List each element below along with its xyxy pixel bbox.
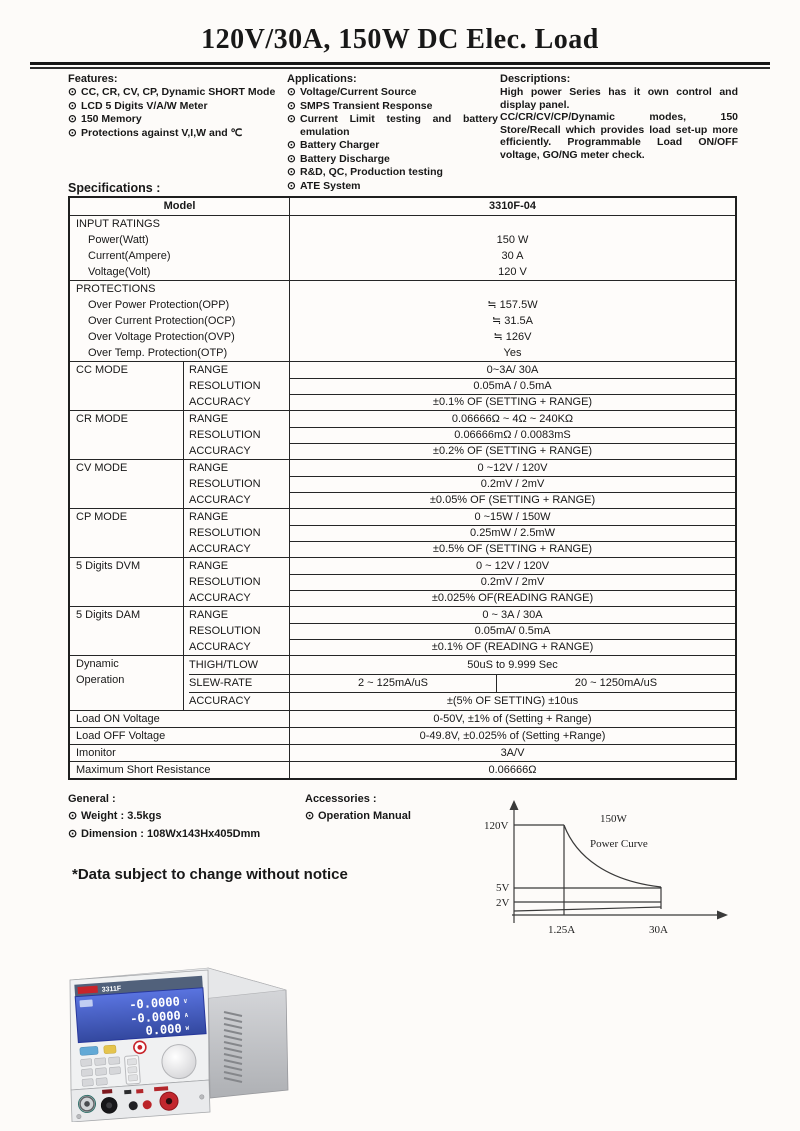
lcd-power-unit: W <box>185 1025 190 1033</box>
row-value: 120 V <box>498 266 527 278</box>
application-item: ⊙ Voltage/Current Source <box>287 86 498 99</box>
row-value: ≒ 31.5A <box>491 315 534 327</box>
applications-heading: Applications: <box>287 73 357 85</box>
x-tick-1-25a: 1.25A <box>548 924 576 936</box>
dynamic-row-labels <box>184 656 290 710</box>
mode-values <box>290 460 735 508</box>
row-label: RESOLUTION <box>189 380 261 392</box>
mode-name-cell <box>70 558 184 606</box>
group-title: INPUT RATINGS <box>76 218 160 230</box>
y-arrow <box>510 800 519 810</box>
row-label: RESOLUTION <box>189 576 261 588</box>
row-value: 0-50V, ±1% of (Setting + Range) <box>433 713 592 725</box>
row-label: ACCURACY <box>189 396 251 408</box>
model-value-cell: 3310F-04 <box>488 200 537 212</box>
strip-button <box>128 1067 137 1074</box>
row-label: RANGE <box>189 560 229 572</box>
mode-name: CP MODE <box>76 511 128 523</box>
dynamic-name-cell <box>70 656 184 710</box>
range-value: 0.06666Ω ~ 4Ω ~ 240KΩ <box>451 413 574 425</box>
general-item: ⊙ Weight : 3.5kgs <box>68 808 298 824</box>
row-label: RESOLUTION <box>189 527 261 539</box>
mode-row-labels <box>184 460 290 508</box>
resolution-value: 0.06666mΩ / 0.0083mS <box>290 427 735 443</box>
feature-item: ⊙ LCD 5 Digits V/A/W Meter <box>68 100 287 113</box>
mode-values <box>290 362 735 410</box>
mode-name-cell <box>70 509 184 557</box>
row-label: ACCURACY <box>189 445 251 457</box>
row-label: RESOLUTION <box>189 478 261 490</box>
mode-group-cc <box>70 361 735 410</box>
model-label-cell: Model <box>70 198 290 215</box>
table-header-row <box>70 198 735 215</box>
features-section <box>68 73 287 140</box>
accuracy-value: ±0.2% OF (SETTING + RANGE) <box>290 443 735 459</box>
blue-function-button <box>80 1046 99 1055</box>
range-value: 0 ~ 12V / 120V <box>475 560 550 572</box>
application-item: ⊙ ATE System <box>287 180 498 193</box>
row-value: 0.06666Ω <box>488 764 537 776</box>
descriptions-section <box>500 73 738 161</box>
row-label: Current(Ampere) <box>88 250 171 262</box>
mode-values <box>290 509 735 557</box>
input-ratings-group <box>70 215 735 280</box>
y-tick-5v: 5V <box>496 882 510 894</box>
application-item: ⊙ R&D, QC, Production testing <box>287 166 498 179</box>
general-item: ⊙ Dimension : 108Wx143Hx405Dmm <box>68 826 298 842</box>
power-curve-label: Power Curve <box>590 838 648 850</box>
table-row <box>70 710 735 727</box>
row-label: Voltage(Volt) <box>88 266 151 278</box>
row-value: 50uS to 9.999 Sec <box>467 659 558 671</box>
row-label: ACCURACY <box>189 543 251 555</box>
strip-button <box>128 1075 137 1082</box>
row-value: ≒ 126V <box>493 331 532 343</box>
row-label: RANGE <box>189 511 229 523</box>
product-photo <box>58 930 298 1122</box>
feature-item: ⊙ 150 Memory <box>68 113 287 126</box>
mode-name: 5 Digits DAM <box>76 609 141 621</box>
row-label: ACCURACY <box>189 592 251 604</box>
mode-group-cv <box>70 459 735 508</box>
mode-group-dvm <box>70 557 735 606</box>
mode-values <box>290 558 735 606</box>
strip-button <box>127 1059 136 1066</box>
brand-logo <box>78 986 98 994</box>
spacer <box>290 281 735 297</box>
row-label: Over Temp. Protection(OTP) <box>88 347 228 359</box>
applications-section <box>287 73 498 193</box>
mode-group-cr <box>70 410 735 459</box>
row-label: RANGE <box>189 609 229 621</box>
accuracy-value: ±0.05% OF (SETTING + RANGE) <box>290 492 735 508</box>
feature-item: ⊙ Protections against V,I,W and ℃ <box>68 127 287 140</box>
row-value: 30 A <box>501 250 524 262</box>
range-value: 0 ~12V / 120V <box>477 462 548 474</box>
row-label: RESOLUTION <box>189 625 261 637</box>
protections-values <box>290 281 735 361</box>
mode-name: 5 Digits DVM <box>76 560 141 572</box>
descriptions-heading: Descriptions: <box>500 73 571 85</box>
general-heading: General : <box>68 793 116 805</box>
mode-group-cp <box>70 508 735 557</box>
accessories-item: ⊙ Operation Manual <box>305 808 485 824</box>
accuracy-value: ±0.025% OF(READING RANGE) <box>290 590 735 606</box>
row-value: 150 W <box>496 234 529 246</box>
mode-name-cell <box>70 362 184 410</box>
table-row <box>70 727 735 744</box>
row-label: ACCURACY <box>189 692 289 710</box>
row-value: 0-49.8V, ±0.025% of (Setting +Range) <box>419 730 606 742</box>
y-tick-120v: 120V <box>484 820 509 832</box>
lcd-mode-indicator <box>79 999 92 1007</box>
specifications-heading: Specifications : <box>68 181 161 195</box>
descriptions-paragraph: High power Series has it own control and display panel. <box>500 86 738 111</box>
title-rule-top <box>30 62 770 65</box>
mode-values <box>290 607 735 655</box>
terminal-indicator <box>124 1090 131 1094</box>
lcd-power-value: 0.000 <box>145 1021 183 1038</box>
feature-item: ⊙ CC, CR, CV, CP, Dynamic SHORT Mode <box>68 86 287 99</box>
lcd-voltage-value: -0.0000 <box>128 994 181 1012</box>
row-label: RESOLUTION <box>189 429 261 441</box>
row-label: RANGE <box>189 364 229 376</box>
resolution-value: 0.2mV / 2mV <box>290 574 735 590</box>
resolution-value: 0.05mA / 0.5mA <box>290 378 735 394</box>
device-model-text: 3311F <box>101 985 122 994</box>
row-label: ACCURACY <box>189 494 251 506</box>
slew-rate-high-range: 20 ~ 1250mA/uS <box>574 677 658 689</box>
row-label: Power(Watt) <box>88 234 149 246</box>
row-label: Maximum Short Resistance <box>70 762 290 778</box>
mode-row-labels <box>184 607 290 655</box>
mode-row-labels <box>184 411 290 459</box>
input-ratings-values <box>290 216 735 280</box>
y-tick-2v: 2V <box>496 897 510 909</box>
mode-name-cell <box>70 411 184 459</box>
mode-values <box>290 411 735 459</box>
accessories-heading: Accessories : <box>305 793 377 805</box>
x-tick-30a: 30A <box>649 924 668 936</box>
row-label: Over Voltage Protection(OVP) <box>88 331 235 343</box>
footnote: *Data subject to change without notice <box>72 866 348 883</box>
general-section <box>68 793 298 844</box>
group-title: PROTECTIONS <box>76 283 156 295</box>
bottom-edge <box>514 907 661 911</box>
accessories-section <box>305 793 485 826</box>
title-rule-bottom <box>30 67 770 69</box>
row-label: Imonitor <box>70 745 290 761</box>
power-curve-chart <box>472 795 747 940</box>
row-label: RANGE <box>189 413 229 425</box>
accuracy-value: ±0.1% OF (READING + RANGE) <box>290 639 735 655</box>
row-label: RANGE <box>189 462 229 474</box>
mode-row-labels <box>184 558 290 606</box>
range-value: 0 ~15W / 150W <box>474 511 551 523</box>
range-value: 0 ~ 3A / 30A <box>482 609 543 621</box>
panel-screw <box>77 1114 82 1119</box>
mode-row-labels <box>184 509 290 557</box>
resolution-value: 0.2mV / 2mV <box>290 476 735 492</box>
terminal-indicator <box>136 1089 143 1093</box>
row-value: ±(5% OF SETTING) ±10us <box>290 692 735 710</box>
application-item: ⊙ Battery Charger <box>287 139 498 152</box>
dynamic-operation-group <box>70 655 735 710</box>
lcd-current-value: -0.0000 <box>129 1008 182 1026</box>
dynamic-name-line: Dynamic <box>76 658 119 670</box>
mode-name-cell <box>70 607 184 655</box>
application-item: ⊙ SMPS Transient Response <box>287 100 498 113</box>
specifications-table <box>68 196 737 780</box>
application-item: ⊙ Battery Discharge <box>287 153 498 166</box>
spacer <box>290 216 735 232</box>
yellow-function-button <box>104 1045 117 1054</box>
page-title: 120V/30A, 150W DC Elec. Load <box>201 24 599 55</box>
slew-rate-row <box>290 674 735 692</box>
table-row <box>70 744 735 761</box>
terminal-indicator <box>102 1089 112 1094</box>
features-heading: Features: <box>68 73 118 85</box>
power-curve-line <box>564 825 661 887</box>
protections-group <box>70 280 735 361</box>
descriptions-paragraph: CC/CR/CV/CP/Dynamic modes, 150 Store/Recall which provides load set-up more efficiently. Programmable Load ON/OFF voltage, GO/NG meter check. <box>500 111 738 161</box>
mode-name: CR MODE <box>76 413 128 425</box>
slew-rate-low-range: 2 ~ 125mA/uS <box>290 675 497 692</box>
row-label: ACCURACY <box>189 641 251 653</box>
row-label: THIGH/TLOW <box>189 659 259 671</box>
mode-name-cell <box>70 460 184 508</box>
resolution-value: 0.25mW / 2.5mW <box>290 525 735 541</box>
dynamic-values <box>290 656 735 710</box>
mode-name: CV MODE <box>76 462 128 474</box>
mode-row-labels <box>184 362 290 410</box>
lcd-voltage-unit: V <box>183 998 188 1006</box>
protections-labels <box>70 281 290 361</box>
application-item: ⊙ Current Limit testing and battery emulation <box>287 113 498 138</box>
table-row <box>70 761 735 778</box>
row-value: ≒ 157.5W <box>487 299 538 311</box>
row-label: Over Power Protection(OPP) <box>88 299 230 311</box>
row-label: Load OFF Voltage <box>70 728 290 744</box>
resolution-value: 0.05mA/ 0.5mA <box>290 623 735 639</box>
row-label: Over Current Protection(OCP) <box>88 315 236 327</box>
input-ratings-labels <box>70 216 290 280</box>
accuracy-value: ±0.5% OF (SETTING + RANGE) <box>290 541 735 557</box>
mode-group-dam <box>70 606 735 655</box>
150w-annotation: 150W <box>600 813 627 825</box>
x-arrow <box>717 911 728 920</box>
panel-screw <box>199 1095 204 1100</box>
row-label: Load ON Voltage <box>70 711 290 727</box>
row-value: Yes <box>503 347 522 359</box>
row-label: SLEW-RATE <box>189 674 289 692</box>
lcd-current-unit: A <box>184 1012 189 1020</box>
mode-name: CC MODE <box>76 364 128 376</box>
dynamic-name-line: Operation <box>76 674 125 686</box>
accuracy-value: ±0.1% OF (SETTING + RANGE) <box>290 394 735 410</box>
range-value: 0~3A/ 30A <box>486 364 539 376</box>
row-value: 3A/V <box>500 747 525 759</box>
